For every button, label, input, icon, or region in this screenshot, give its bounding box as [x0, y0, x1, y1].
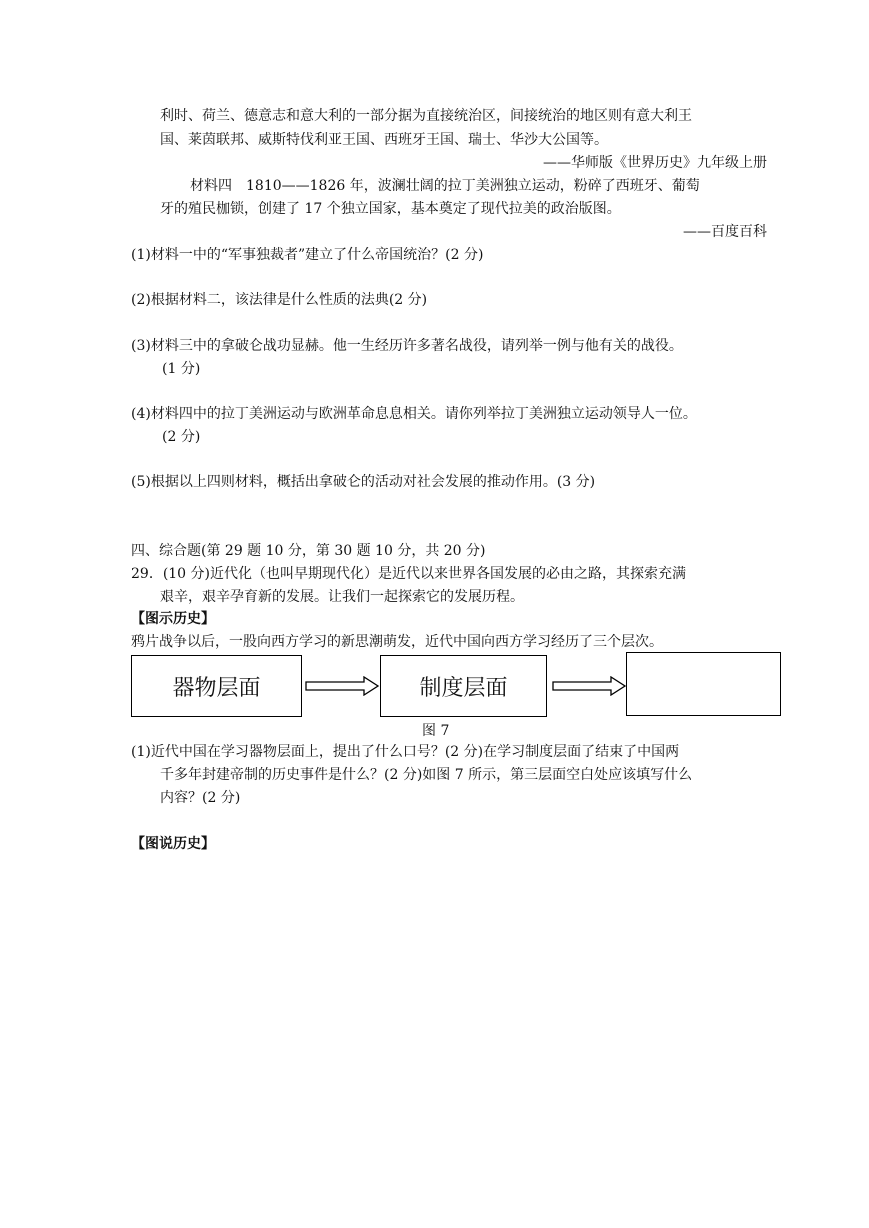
material3-source: ——华师版《世界历史》九年级上册: [543, 155, 767, 171]
material4-line1: 材料四 1810——1826 年，波澜壮阔的拉丁美洲独立运动，粉碎了西班牙、葡萄: [190, 178, 700, 194]
question-29-1-line2: 千多年封建帝制的历史事件是什么？(2 分)如图 7 所示，第三层面空白处应该填写什么: [160, 767, 693, 783]
box-institution-level: 制度层面: [380, 655, 547, 717]
box-artifact-level: 器物层面: [131, 655, 302, 717]
question-28-2: (2)根据材料二，该法律是什么性质的法典(2 分): [131, 292, 428, 308]
section-4-heading: 四、综合题(第 29 题 10 分，第 30 题 10 分，共 20 分): [131, 543, 486, 559]
question-29-stem-line2: 艰辛，艰辛孕育新的发展。让我们一起探索它的发展历程。: [160, 589, 524, 605]
material4-source: ——百度百科: [683, 224, 767, 240]
question-28-4: (4)材料四中的拉丁美洲运动与欧洲革命息息相关。请你列举拉丁美洲独立运动领导人一位。: [131, 406, 697, 422]
material3-line1: 利时、荷兰、德意志和意大利的一部分据为直接统治区，间接统治的地区则有意大利王: [160, 108, 692, 124]
question-28-5: (5)根据以上四则材料，概括出拿破仑的活动对社会发展的推动作用。(3 分): [131, 474, 596, 490]
box-third-level-blank: [626, 652, 781, 716]
arrow-right-icon: [304, 676, 380, 696]
subheading-illustrated-history: 【图示历史】: [131, 611, 215, 627]
subheading-picture-history: 【图说历史】: [131, 836, 215, 852]
material3-line2: 国、莱茵联邦、威斯特伐利亚王国、西班牙王国、瑞士、华沙大公国等。: [160, 132, 608, 148]
diagram-intro: 鸦片战争以后，一股向西方学习的新思潮萌发，近代中国向西方学习经历了三个层次。: [131, 634, 663, 650]
material4-line2: 牙的殖民枷锁，创建了 17 个独立国家，基本奠定了现代拉美的政治版图。: [160, 201, 621, 217]
question-28-3: (3)材料三中的拿破仑战功显赫。他一生经历许多著名战役，请列举一例与他有关的战役。: [131, 338, 683, 354]
question-29-1-line1: (1)近代中国在学习器物层面上，提出了什么口号？(2 分)在学习制度层面了结束了中国两: [131, 744, 680, 760]
question-28-3-score: (1 分): [162, 361, 201, 377]
figure-caption: 图 7: [422, 723, 450, 739]
question-29-1-line3: 内容？(2 分): [160, 790, 241, 806]
question-28-4-score: (2 分): [162, 429, 201, 445]
question-29-stem-line1: 29．(10 分)近代化（也叫早期现代化）是近代以来世界各国发展的必由之路，其探索充满: [131, 566, 687, 582]
arrow-right-icon: [551, 676, 627, 696]
question-28-1: (1)材料一中的“军事独裁者”建立了什么帝国统治？(2 分): [131, 247, 484, 263]
